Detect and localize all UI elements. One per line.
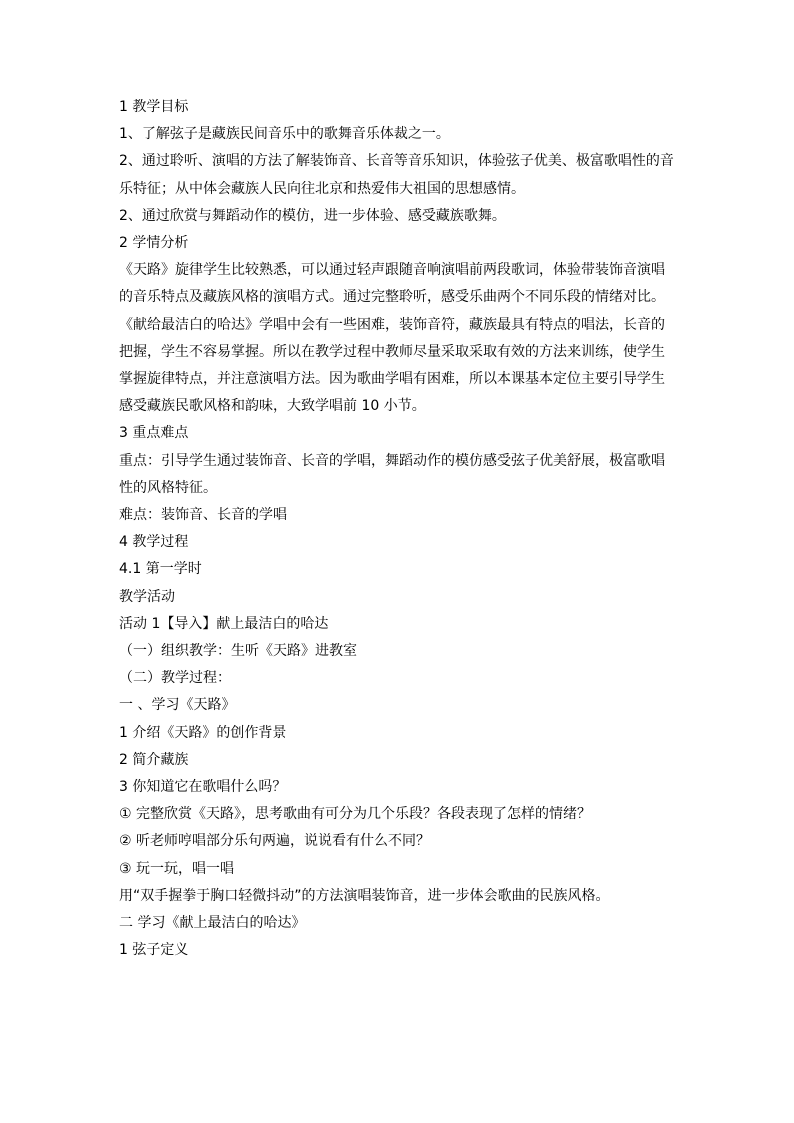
item-what-singing: 3 你知道它在歌唱什么吗？ — [119, 779, 287, 796]
item-background: 1 介绍《天路》的创作背景 — [119, 724, 287, 741]
label-teaching-activities: 教学活动 — [119, 588, 175, 605]
goal-item-1: 1、了解弦子是藏族民间音乐中的歌舞音乐体裁之一。 — [119, 126, 450, 143]
analysis-line-2: 的音乐特点及藏族风格的演唱方式。通过完整聆听，感受乐曲两个不同乐段的情绪对比。 — [119, 289, 665, 306]
analysis-line-4: 把握，学生不容易掌握。所以在教学过程中教师尽量采取采取有效的方法来训练，使学生 — [119, 343, 665, 360]
heading-learner-analysis: 2 学情分析 — [119, 235, 189, 252]
activity-1-title: 活动 1【导入】献上最洁白的哈达 — [119, 615, 329, 632]
key-points-line-2: 性的风格特征。 — [119, 479, 217, 496]
sub-item-2: ② 听老师哼唱部分乐句两遍，说说看有什么不同？ — [119, 833, 430, 850]
analysis-line-6: 感受藏族民歌风格和韵味，大致学唱前 10 小节。 — [119, 398, 426, 415]
goal-item-2-line-1: 2、通过聆听、演唱的方法了解装饰音、长音等音乐知识，体验弦子优美、极富歌唱性的音 — [119, 153, 674, 170]
ornament-method: 用“双手握拳于胸口轻微抖动”的方法演唱装饰音，进一步体会歌曲的民族风格。 — [119, 887, 610, 904]
subheading-first-period: 4.1 第一学时 — [119, 561, 202, 578]
goal-item-3: 2、通过欣赏与舞蹈动作的模仿，进一步体验、感受藏族歌舞。 — [119, 207, 506, 224]
heading-teaching-process: 4 教学过程 — [119, 534, 189, 551]
section-learn-hada: 二 学习《献上最洁白的哈达》 — [119, 915, 306, 932]
difficulties-line: 难点：装饰音、长音的学唱 — [119, 507, 287, 524]
sub-item-3: ③ 玩一玩，唱一唱 — [119, 860, 235, 877]
heading-key-difficulties: 3 重点难点 — [119, 425, 189, 442]
section-learn-tianlu: 一 、学习《天路》 — [119, 697, 236, 714]
document-body — [119, 94, 679, 965]
heading-teaching-goals: 1 教学目标 — [119, 99, 189, 115]
sub-item-1: ① 完整欣赏《天路》，思考歌曲有可分为几个乐段？各段表现了怎样的情绪？ — [119, 806, 591, 823]
item-tibetan-intro: 2 简介藏族 — [119, 751, 189, 768]
analysis-line-5: 掌握旋律特点，并注意演唱方法。因为歌曲学唱有困难，所以本课基本定位主要引导学生 — [119, 371, 665, 388]
key-points-line-1: 重点：引导学生通过装饰音、长音的学唱，舞蹈动作的模仿感受弦子优美舒展，极富歌唱 — [119, 452, 665, 469]
goal-item-2-line-2: 乐特征；从中体会藏族人民向往北京和热爱伟大祖国的思想感情。 — [119, 180, 525, 197]
step-teaching-process: （二）教学过程： — [119, 670, 231, 687]
step-organize-teaching: （一）组织教学：生听《天路》进教室 — [119, 643, 357, 660]
analysis-line-3: 《献给最洁白的哈达》学唱中会有一些困难，装饰音符，藏族最具有特点的唱法，长音的 — [119, 316, 665, 333]
analysis-line-1: 《天路》旋律学生比较熟悉，可以通过轻声跟随音响演唱前两段歌词，体验带装饰音演唱 — [119, 262, 665, 279]
item-xianzi-definition: 1 弦子定义 — [119, 942, 189, 959]
